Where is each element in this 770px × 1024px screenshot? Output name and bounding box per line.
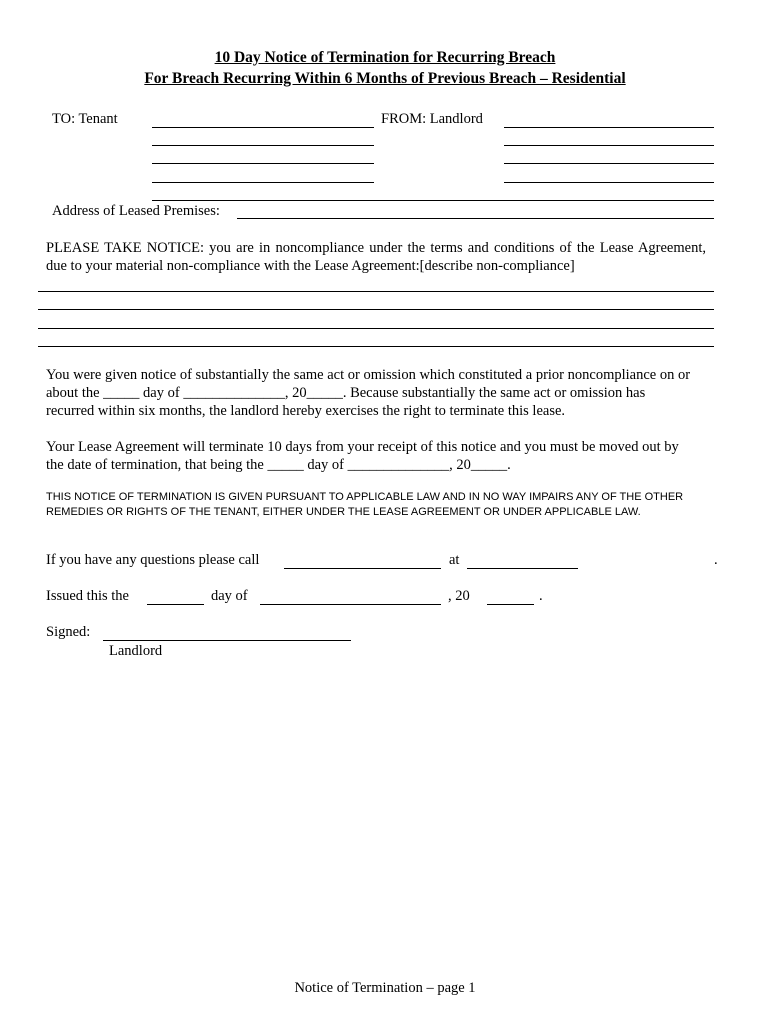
termination-line-2: the date of termination, that being the _____ day of ______________, 20_____. [46, 457, 511, 473]
contact-phone-line[interactable] [467, 568, 578, 569]
questions-end-period: . [714, 552, 718, 568]
issued-label: Issued this the [46, 588, 129, 604]
noncompliance-line-4[interactable] [38, 346, 714, 347]
tenant-name-line-2[interactable] [152, 145, 374, 146]
signature-line[interactable] [103, 640, 351, 641]
tenant-name-line-4[interactable] [152, 182, 374, 183]
to-tenant-label: TO: Tenant [52, 111, 118, 127]
questions-at-label: at [449, 552, 460, 568]
landlord-name-line-3[interactable] [504, 163, 714, 164]
signer-role-label: Landlord [109, 643, 163, 659]
issued-month-line[interactable] [260, 604, 441, 605]
issued-day-of-label: day of [211, 588, 248, 604]
issued-end-period: . [539, 588, 543, 604]
title-line-1: 10 Day Notice of Termination for Recurring Breach [214, 49, 556, 66]
address-label: Address of Leased Premises: [52, 203, 220, 219]
signed-label: Signed: [46, 624, 91, 640]
legal-notice: THIS NOTICE OF TERMINATION IS GIVEN PURSUANT TO APPLICABLE LAW AND IN NO WAY IMPAIRS ANY OF THE OTHER REMEDIES OR RIGHTS OF THE TENANT, EITHER UNDER THE LEASE AGREEMENT OR UNDER APPLICABLE LAW. [46, 491, 684, 518]
noncompliance-line-1[interactable] [38, 291, 714, 292]
issued-year-prefix: , 20 [448, 588, 470, 604]
contact-name-line[interactable] [284, 568, 441, 569]
from-landlord-label: FROM: Landlord [381, 111, 483, 127]
issued-day-line[interactable] [147, 604, 204, 605]
noncompliance-line-2[interactable] [38, 309, 714, 310]
title-line-2: For Breach Recurring Within 6 Months of Previous Breach – Residential [144, 70, 626, 87]
address-line[interactable] [237, 218, 714, 219]
landlord-name-line-2[interactable] [504, 145, 714, 146]
notice-paragraph: PLEASE TAKE NOTICE: you are in noncompliance under the terms and conditions of the Lease Agreement, due to your material non-compliance with the Lease Agreement:[describe non-compliance] [46, 240, 706, 274]
termination-line-1: Your Lease Agreement will terminate 10 days from your receipt of this notice and you must be moved out by [46, 439, 679, 455]
tenant-name-line-1[interactable] [152, 127, 374, 128]
questions-label: If you have any questions please call [46, 552, 260, 568]
address-line-upper[interactable] [152, 200, 714, 201]
landlord-name-line-1[interactable] [504, 127, 714, 128]
prior-notice-line-1: You were given notice of substantially the same act or omission which constituted a prior noncompliance on or [46, 367, 691, 383]
landlord-name-line-4[interactable] [504, 182, 714, 183]
prior-notice-line-3: recurred within six months, the landlord hereby exercises the right to terminate this lease. [46, 403, 566, 419]
noncompliance-line-3[interactable] [38, 328, 714, 329]
tenant-name-line-3[interactable] [152, 163, 374, 164]
prior-notice-line-2: about the _____ day of ______________, 20_____. Because substantially the same act or omission has [46, 385, 646, 401]
page-footer: Notice of Termination – page 1 [294, 980, 476, 996]
issued-year-line[interactable] [487, 604, 534, 605]
